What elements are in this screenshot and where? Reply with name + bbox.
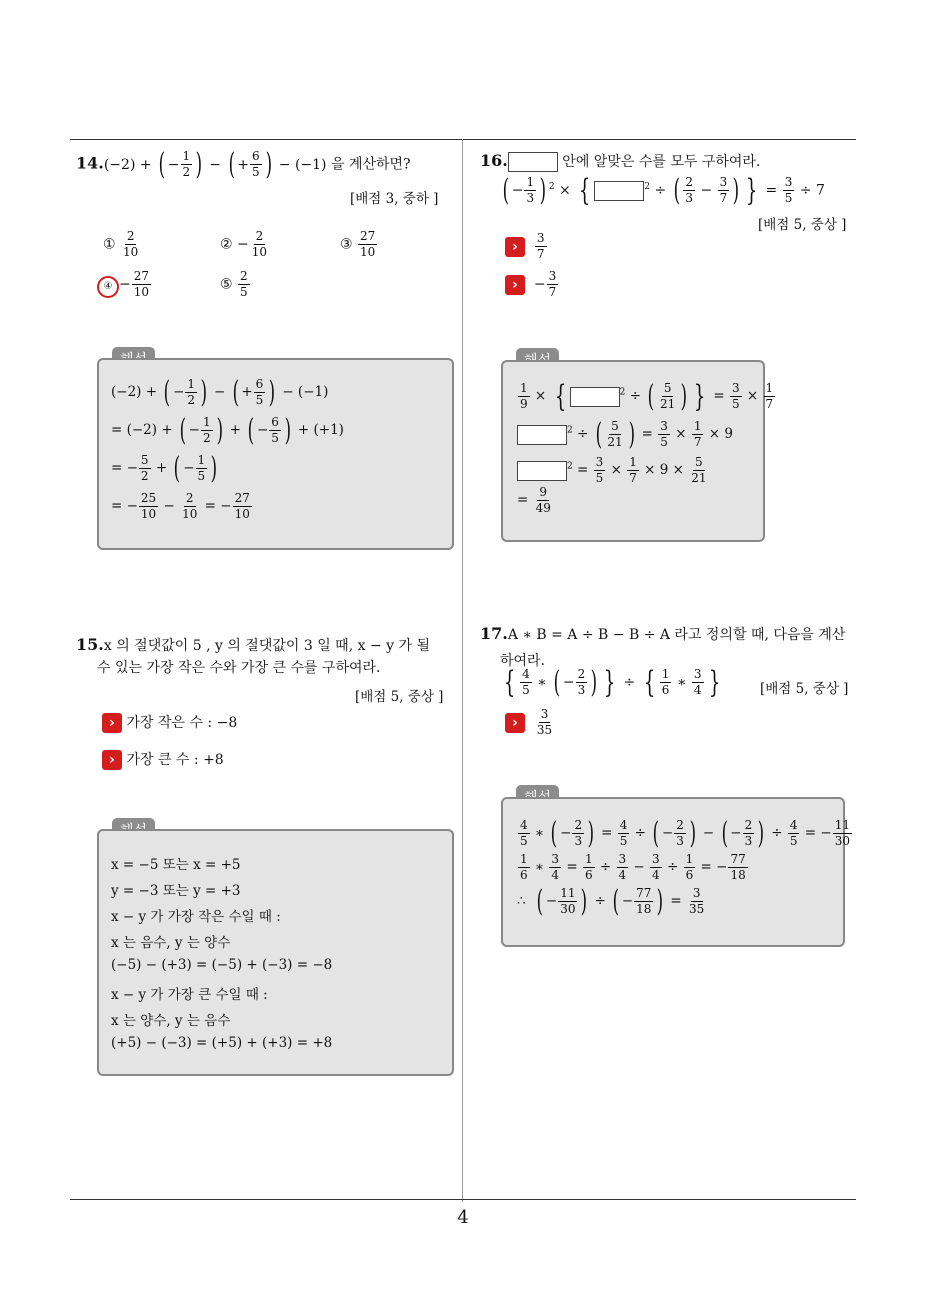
choice-5[interactable]: ⑤ $\frac{2}{5}$	[220, 269, 248, 299]
blank-box	[508, 152, 558, 172]
question-text-cont: 수 있는 가장 작은 수와 가장 큰 수를 구하여라.	[97, 660, 381, 676]
solution-line: = (−2) + ( − $\frac{1}{2}$ ) + ( − $\frac{6}{5}$ ) + (+1)	[111, 412, 344, 448]
question-16	[480, 151, 760, 172]
question-text: 안에 알맞은 수를 모두 구하여라.	[562, 154, 761, 170]
choice-3[interactable]: ③ $\frac{27}{10}$	[340, 229, 376, 259]
answer-1: › 가장 작은 수 : −8	[102, 712, 237, 733]
solution-line: = $\frac{9}{49}$	[517, 485, 551, 515]
question-text: x 의 절댓값이 5 , y 의 절댓값이 3 일 때, x − y 가 될	[103, 638, 430, 654]
question-expression: ( − $\frac{1}{3}$ ) $^2$ × { $^2$ ÷ ( $\frac{2}{3}$ − $\frac{3}{7}$ ) } = $\frac{3}{5}$ ÷ 7	[502, 172, 825, 208]
solution-line: = − $\frac{5}{2}$ + ( − $\frac{1}{5}$ )	[111, 450, 218, 486]
question-expression: (−2) + ( − $\frac{1}{2}$ ) − ( + $\frac{6}{5}$ ) − (−1)	[103, 146, 327, 182]
page-number: 4	[457, 1207, 469, 1228]
question-text-cont: 하여라.	[500, 653, 546, 669]
question-meta: [배점 3, 중하 ]	[350, 191, 439, 207]
solution-line: $^2$ ÷ ( $\frac{5}{21}$ ) = $\frac{3}{5}$ × $\frac{1}{7}$ × 9	[517, 420, 733, 449]
solution-box	[501, 360, 774, 542]
solution-box	[97, 358, 454, 550]
question-15	[76, 632, 430, 659]
blank-box	[594, 181, 644, 201]
answer-1: › $\frac{3}{35}$	[505, 708, 555, 737]
question-meta: [배점 5, 중상 ]	[758, 217, 847, 233]
solution-line: x 는 양수, y 는 음수	[111, 1013, 231, 1029]
question-17	[480, 624, 845, 644]
answer-2: › 가장 큰 수 : +8	[102, 749, 224, 770]
top-rule	[70, 139, 856, 140]
question-number: 17.	[480, 624, 508, 643]
solution-line: $\frac{4}{5}$ ∗ ( − $\frac{2}{3}$ ) = $\frac{4}{5}$ ÷ ( − $\frac{2}{3}$ ) − ( − $\frac{2}{3}$ ) ÷ $\frac{4}{5}$ = − $\frac{11}{30}$	[520, 815, 850, 851]
chevron-right-icon: ›	[505, 237, 525, 257]
question-text: 을 계산하면?	[330, 156, 411, 173]
question-text: A ∗ B = A ÷ B − B ÷ A 라고 정의할 때, 다음을 계산	[507, 627, 846, 643]
solution-line: x 는 음수, y 는 양수	[111, 935, 231, 951]
solution-line: x − y 가 가장 큰 수일 때 :	[111, 987, 268, 1003]
solution-line: ∴ ( − $\frac{11}{30}$ ) ÷ ( − $\frac{77}{18}$ ) = $\frac{3}{35}$	[517, 883, 705, 919]
solution-line: $\frac{1}{9}$ × { $^2$ ÷ ( $\frac{5}{21}$ ) } = $\frac{3}{5}$ × $\frac{1}{7}$	[520, 378, 774, 414]
solution-line: x − y 가 가장 작은 수일 때 :	[111, 909, 281, 925]
question-expression: { $\frac{4}{5}$ ∗ ( − $\frac{2}{3}$ ) } ÷ { $\frac{1}{6}$ ∗ $\frac{3}{4}$ }	[503, 664, 720, 700]
selected-mark-icon: ④	[97, 276, 119, 298]
chevron-right-icon: ›	[102, 750, 122, 770]
solution-line: x = −5 또는 x = +5	[111, 857, 241, 873]
chevron-right-icon: ›	[505, 713, 525, 733]
solution-line: y = −3 또는 y = +3	[111, 883, 241, 899]
solution-box	[501, 797, 850, 947]
choice-1[interactable]: ① $\frac{2}{10}$	[103, 229, 139, 259]
choice-2[interactable]: ② − $\frac{2}{10}$	[220, 229, 268, 259]
question-meta: [배점 5, 중상 ]	[760, 681, 849, 697]
answer-1: › $\frac{3}{7}$	[505, 232, 548, 261]
bottom-rule	[70, 1199, 856, 1200]
answer-2: › − $\frac{3}{7}$	[505, 270, 559, 299]
chevron-right-icon: ›	[505, 275, 525, 295]
column-divider	[462, 139, 463, 1202]
solution-line: = − $\frac{25}{10}$ − $\frac{2}{10}$ = − $\frac{27}{10}$	[111, 491, 250, 521]
question-number: 14.	[76, 153, 104, 173]
question-number: 15.	[76, 635, 104, 654]
solution-box	[97, 829, 454, 1076]
question-number: 16.	[480, 151, 508, 170]
solution-line: (−2) + ( − $\frac{1}{2}$ ) − ( + $\frac{6}{5}$ ) − (−1)	[111, 374, 329, 410]
chevron-right-icon: ›	[102, 713, 122, 733]
solution-line: $\frac{1}{6}$ ∗ $\frac{3}{4}$ = $\frac{1}{6}$ ÷ $\frac{3}{4}$ − $\frac{3}{4}$ ÷ $\frac{1}{6}$ = − $\frac{77}{18}$	[520, 852, 746, 882]
question-meta: [배점 5, 중상 ]	[355, 689, 444, 705]
question-14	[76, 146, 411, 182]
choice-4-selected[interactable]: ④ − $\frac{27}{10}$	[97, 270, 152, 299]
solution-line: (−5) − (+3) = (−5) + (−3) = −8	[111, 957, 333, 973]
solution-line: $^2$ = $\frac{3}{5}$ × $\frac{1}{7}$ × 9 × $\frac{5}{21}$	[517, 456, 710, 485]
solution-line: (+5) − (−3) = (+5) + (+3) = +8	[111, 1035, 333, 1051]
